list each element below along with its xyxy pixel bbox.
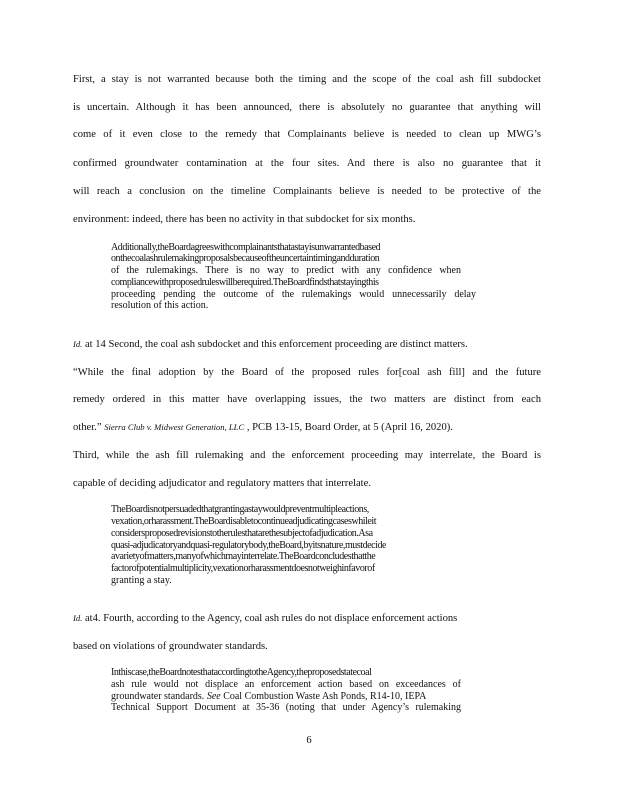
text-line: environment: indeed, there has been no activity in that subdocket for six months. [73, 214, 416, 225]
case-citation: Sierra Club v. Midwest Generation, LLC [104, 422, 245, 432]
quote-line: Technical Support Document at 35-36 (noting that under Agency’s rulemaking [111, 702, 461, 713]
text-line: come of it even close to the remedy that Complainants believe is needed to clean up MWG’s [73, 129, 541, 140]
text-line: capable of deciding adjudicator and regulatory matters that interrelate. [73, 478, 371, 489]
text-line: Third, while the ash fill rulemaking and the enforcement proceeding may interrelate, the Board is [73, 450, 541, 461]
text-line: is uncertain. Although it has been announced, there is absolutely no guarantee that anything will [73, 102, 541, 113]
text-run: , PCB 13-15, Board Order, at 5 (April 16, 2020). [244, 422, 453, 433]
text-line: remedy ordered in this matter have overlapping issues, the two matters are distinct from each [73, 394, 541, 405]
text-line: will reach a conclusion on the timeline Complainants believe is needed to be protective of the [73, 186, 541, 197]
signal-see: See [206, 691, 221, 702]
text-line: “While the final adoption by the Board of the proposed rules for[coal ash fill] and the future [73, 367, 541, 378]
citation-id: Id. [73, 339, 83, 349]
quote-line: onthecoalashrulemakingproposalsbecauseoftheuncertaintimingandduration [111, 253, 380, 264]
quote-line: vexation,orharassment.TheBoardisabletocontinueadjudicatingcaseswhileit [111, 516, 377, 527]
quote-line: quasi-adjudicatoryandquasi-regulatorybody,theBoard,byitsnature,mustdecide [111, 540, 387, 551]
quote-line: considersproposedrevisionstotherulesthatarethesubjectofadjudication.Asa [111, 528, 373, 539]
text-line: confirmed groundwater contamination at the four sites. And there is also no guarantee that it [73, 158, 541, 169]
quote-line: Inthiscase,theBoardnotesthataccordingtotheAgency,theproposedstatecoal [111, 667, 372, 678]
text-line [73, 612, 457, 625]
quote-line: ash rule would not displace an enforcement action based on exceedances of [111, 679, 461, 690]
quote-line: factorofpotentialmultiplicity,vexationorharassmentdoesnotweighinfavorof [111, 563, 375, 574]
quote-line: compliancewithproposedruleswillberequired.TheBoardfindsthatstayingthis [111, 277, 379, 288]
quote-line: resolution of this action. [111, 300, 209, 311]
text-run: at 14 Second, the coal ash subdocket and this enforcement proceeding are distinct matters. [84, 339, 468, 350]
quote-line: granting a stay. [111, 575, 172, 586]
quote-line: of the rulemakings. There is no way to predict with any confidence when [111, 265, 461, 276]
quote-line: TheBoardisnotpersuadedthatgrantingastaywouldpreventmultipleactions, [111, 504, 369, 515]
text-run: other.” [73, 422, 102, 433]
quote-line: avarietyofmatters,manyofwhichmayinterrelate.TheBoardconcludesthatthe [111, 551, 376, 562]
quote-line: Additionally,theBoardagreeswithcomplainantsthatastayisunwarrantedbased [111, 242, 381, 253]
text-line: based on violations of groundwater standards. [73, 641, 268, 652]
text-run: groundwater standards. [111, 691, 207, 702]
text-line [73, 421, 453, 434]
citation-id: Id. [73, 613, 83, 623]
page-number: 6 [306, 735, 312, 746]
text-line: First, a stay is not warranted because both the timing and the scope of the coal ash fill subdocket [73, 74, 541, 85]
text-run: at4. Fourth, according to the Agency, coal ash rules do not displace enforcement actions [82, 613, 458, 624]
text-line [73, 338, 516, 351]
quote-line [111, 691, 426, 702]
text-run: Coal Combustion Waste Ash Ponds, R14-10, IEPA [220, 691, 427, 702]
quote-line: proceeding pending the outcome of the rulemakings would unnecessarily delay [111, 289, 476, 300]
